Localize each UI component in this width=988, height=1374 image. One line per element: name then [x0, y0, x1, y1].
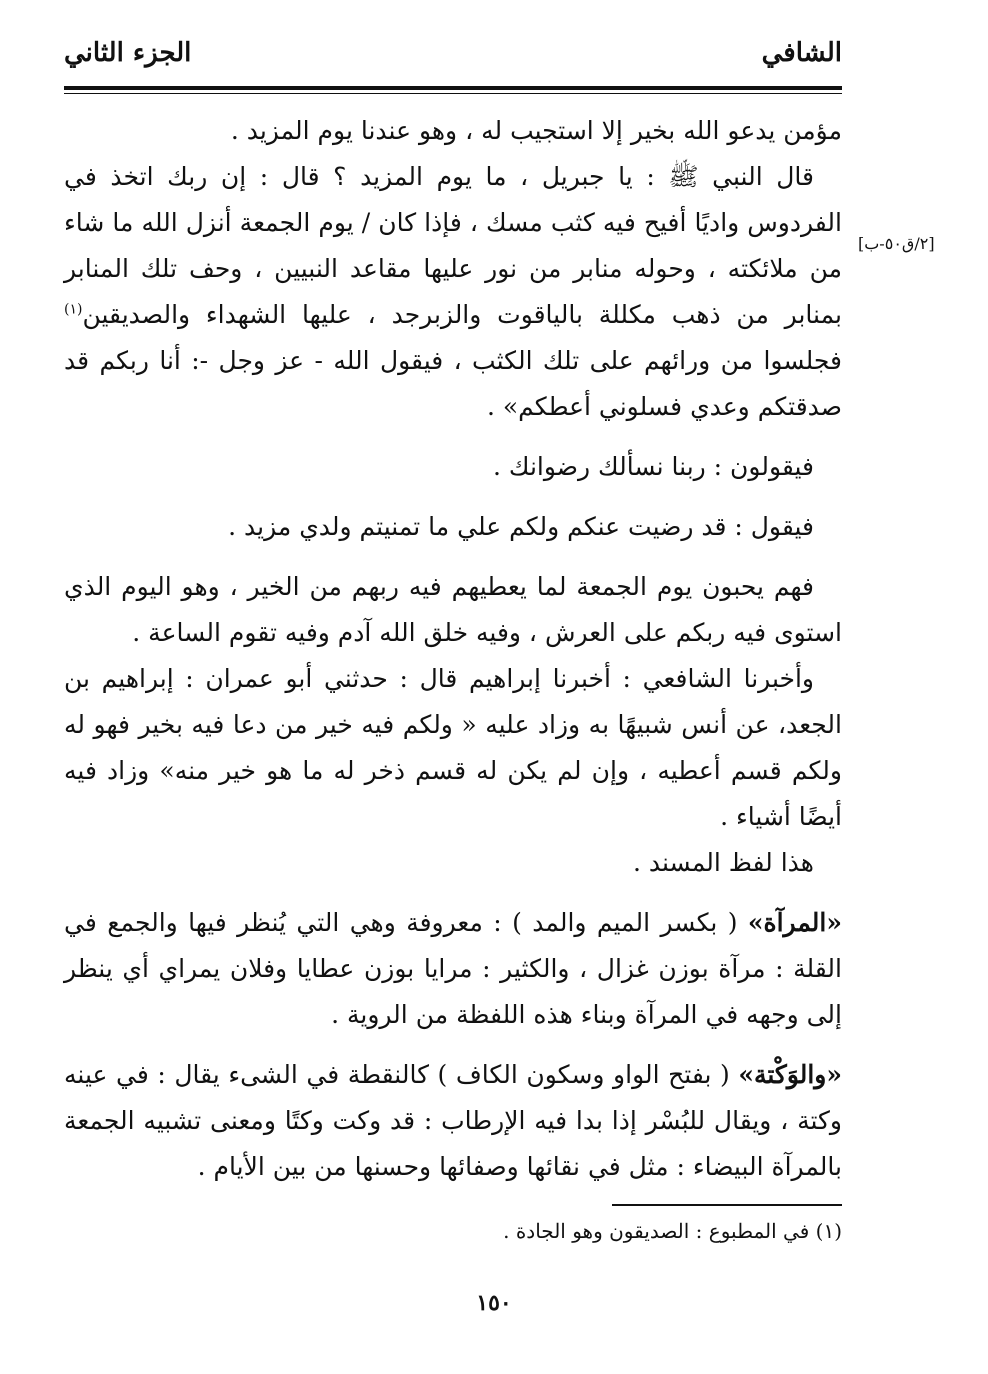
- paragraph-7: هذا لفظ المسند .: [632, 848, 814, 877]
- paragraph-6: وأخبرنا الشافعي : أخبرنا إبراهيم قال : حدثني أبو عمران : إبراهيم بن الجعد، عن أنس شبيهًا به وزاد عليه « ولكم فيه خير من دعا فيه بخير فهو له ولكم قسم أعطيه ، وإن لم يكن له قسم ذخر له ما هو خير منه» وزاد فيه أيضًا أشياء .: [64, 664, 842, 831]
- header-rule-thin: [64, 93, 842, 94]
- definition-wakta-text: ( بفتح الواو وسكون الكاف ) كالنقطة في الشىء يقال : في عينه وكتة ، ويقال للبُسْر إذا بدا فيه الإرطاب : قد وكت وكتًا ومعنى تشبيه الجمعة بالمرآة البيضاء : مثل في نقائها وصفائها وحسنها من بين الأيام .: [64, 1060, 842, 1181]
- paragraph-4: فيقول : قد رضيت عنكم ولكم علي ما تمنيتم ولدي مزيد .: [228, 512, 814, 541]
- definition-wakta: [64, 1052, 842, 1190]
- header-rule-thick: [64, 86, 842, 90]
- running-header: [64, 38, 842, 86]
- page-number: ١٥٠: [476, 1290, 512, 1316]
- book-title: الشافي: [761, 38, 842, 68]
- definition-mirror: [64, 900, 842, 1038]
- paragraph-5: فهم يحبون يوم الجمعة لما يعطيهم فيه ربهم من الخير ، وهو اليوم الذي استوى فيه ربكم على العرش ، وفيه خلق الله آدم وفيه تقوم الساعة .: [64, 572, 842, 647]
- footnote-reference[interactable]: (١): [64, 301, 83, 318]
- paragraph-1: مؤمن يدعو الله بخير إلا استجيب له ، وهو عندنا يوم المزيد .: [230, 116, 842, 145]
- paragraph-2-text-b: فجلسوا من ورائهم على تلك الكثب ، فيقول الله - عز وجل -: أنا ربكم قد صدقتكم وعدي فسلوني أعطكم» .: [64, 346, 842, 421]
- definition-mirror-text: ( بكسر الميم والمد ) : معروفة وهي التي يُنظر فيها والجمع في القلة : مرآة بوزن غزال ، والكثير : مرايا بوزن عطايا وفلان يمراي أي ينظر إلى وجهه في المرآة وبناء هذه اللفظة من الروية .: [64, 908, 842, 1029]
- footnote-separator: [612, 1204, 842, 1206]
- term-wakta: «والوَكْتة»: [738, 1060, 842, 1089]
- main-text: [64, 108, 842, 1190]
- paragraph-3: فيقولون : ربنا نسألك رضوانك .: [493, 452, 814, 481]
- term-mirror: «المرآة»: [747, 908, 842, 937]
- paragraph-2: [64, 154, 842, 430]
- volume-title: الجزء الثاني: [64, 38, 192, 68]
- manuscript-folio-note: [٢/ق٥٠-ب]: [858, 234, 935, 253]
- paragraph-2-text-a: قال النبي ﷺ : يا جبريل ، ما يوم المزيد ؟ قال : إن ربك اتخذ في الفردوس واديًا أفيح فيه كثب مسك ، فإذا كان / يوم الجمعة أنزل الله ما شاء من ملائكته ، وحوله منابر من نور عليها مقاعد النبيين ، وحف تلك المنابر بمنابر من ذهب مكللة بالياقوت والزبرجد ، عليها الشهداء والصديقين: [64, 162, 842, 329]
- footnote: (١) في المطبوع : الصديقون وهو الجادة .: [503, 1219, 842, 1243]
